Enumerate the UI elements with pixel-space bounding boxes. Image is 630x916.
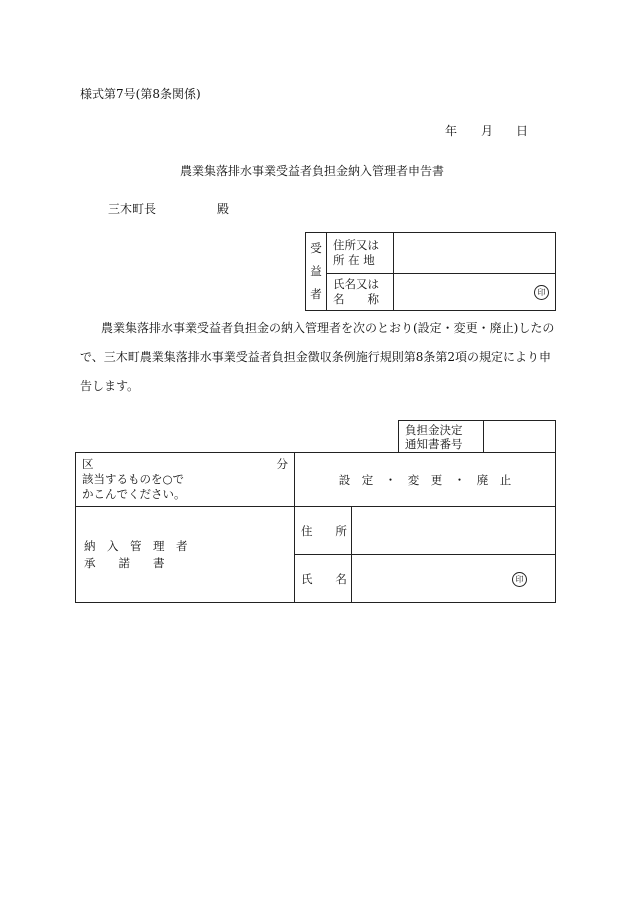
body-text-line2: で、三木町農業集落排水事業受益者負担金徴収条例施行規則第8条第2項の規定により申 [80,350,552,364]
date-day: 日 [516,124,529,138]
applicant-address-field[interactable] [394,233,556,274]
manager-address-field[interactable] [351,507,555,555]
notice-number-field[interactable] [484,421,556,453]
manager-consent-label-line: 承 諾 書 [84,555,165,570]
addressee-name: 三木町長 [108,202,157,216]
notice-number-label-line: 通知書番号 [405,436,463,451]
applicant-name-label-line: 名 称 [333,292,379,306]
manager-consent-label-line: 納 入 管 理 者 [84,538,188,553]
applicant-label-char: 者 [310,287,322,301]
notice-number-table [398,420,556,453]
seal-icon: 印 [512,572,527,587]
date-month: 月 [481,124,494,138]
category-label-left: 区 [82,457,94,471]
manager-consent-label [76,507,295,603]
applicant-vertical-label [306,233,327,311]
applicant-label-char: 受 [310,241,322,255]
applicant-address-label-line: 所 在 地 [333,253,375,267]
applicant-name-field[interactable] [394,274,556,311]
applicant-name-label-line: 氏名又は [333,277,379,291]
category-options[interactable]: 設 定 ・ 変 更 ・ 廃 止 [294,453,555,507]
body-text-line3: 告します。 [80,379,140,393]
manager-name-field[interactable] [351,555,555,603]
category-note-line: 該当するものを○で [82,472,185,486]
main-table [75,452,556,603]
form-number: 様式第7号(第8条関係) [80,87,201,101]
date-year: 年 [445,124,458,138]
category-note-line: かこんでください。 [82,487,186,501]
category-label-cell [76,453,295,507]
seal-icon: 印 [534,285,549,300]
manager-name-label: 氏 名 [294,555,351,603]
manager-address-label: 住 所 [294,507,351,555]
page-title: 農業集落排水事業受益者負担金納入管理者申告書 [180,164,445,178]
category-label-right: 分 [276,457,288,471]
notice-number-label-line: 負担金決定 [405,422,463,437]
applicant-table [305,232,556,311]
body-text-line1: 農業集落排水事業受益者負担金の納入管理者を次のとおり(設定・変更・廃止)したの [101,321,555,335]
applicant-address-label-line: 住所又は [333,238,379,252]
applicant-label-char: 益 [310,264,322,278]
applicant-address-label [327,233,394,274]
addressee-honorific: 殿 [217,202,230,216]
category-label [82,457,294,472]
notice-number-label [399,421,484,453]
applicant-name-label [327,274,394,311]
